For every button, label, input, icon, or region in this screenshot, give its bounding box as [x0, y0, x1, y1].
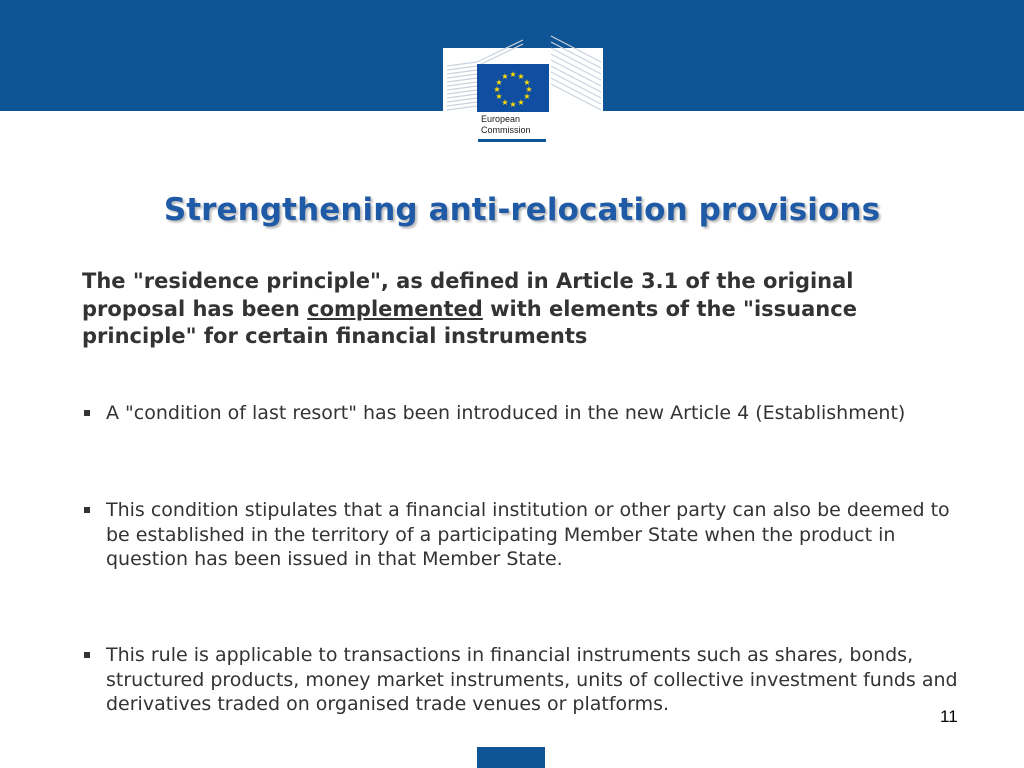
square-bullet-icon [84, 652, 90, 658]
svg-text:★: ★ [525, 85, 533, 94]
svg-text:★: ★ [501, 72, 509, 81]
svg-text:★: ★ [509, 100, 517, 109]
svg-text:★: ★ [517, 98, 525, 107]
bullet-text: A "condition of last resort" has been introduced in the new Article 4 (Establishment) [106, 402, 906, 424]
square-bullet-icon [84, 507, 90, 513]
svg-text:★: ★ [501, 98, 509, 107]
slide-title: Strengthening anti-relocation provisions [163, 192, 881, 228]
intro-text-part1: The "residence principle", as defined in Article 3.1 of the original proposal has been [82, 269, 854, 321]
svg-text:★: ★ [509, 70, 517, 79]
svg-text:★: ★ [523, 92, 531, 101]
square-bullet-icon [84, 410, 90, 416]
svg-text:★: ★ [517, 72, 525, 81]
intro-paragraph [82, 268, 962, 351]
bullet-text: This rule is applicable to transactions in financial instruments such as shares, bonds, structured products, money market instruments, units of collective investment funds and derivatives traded on organised trade venues or platforms. [106, 644, 958, 715]
bullet-text: This condition stipulates that a financial institution or other party can also be deemed to be established in the territory of a participating Member State when the product in question has been issued in that Member State. [106, 499, 950, 570]
svg-text:★: ★ [495, 92, 503, 101]
logo-underline [478, 139, 546, 142]
svg-text:★: ★ [495, 78, 503, 87]
page-number: 11 [940, 707, 958, 726]
logo-caption: European Commission [481, 114, 531, 135]
intro-underlined-word: complemented [307, 296, 483, 321]
svg-text:★: ★ [493, 85, 501, 94]
bottom-flag-tab [477, 747, 545, 768]
svg-text:★: ★ [523, 78, 531, 87]
intro-text-part2: with elements of the "issuance principle" for certain financial instruments [82, 296, 857, 348]
